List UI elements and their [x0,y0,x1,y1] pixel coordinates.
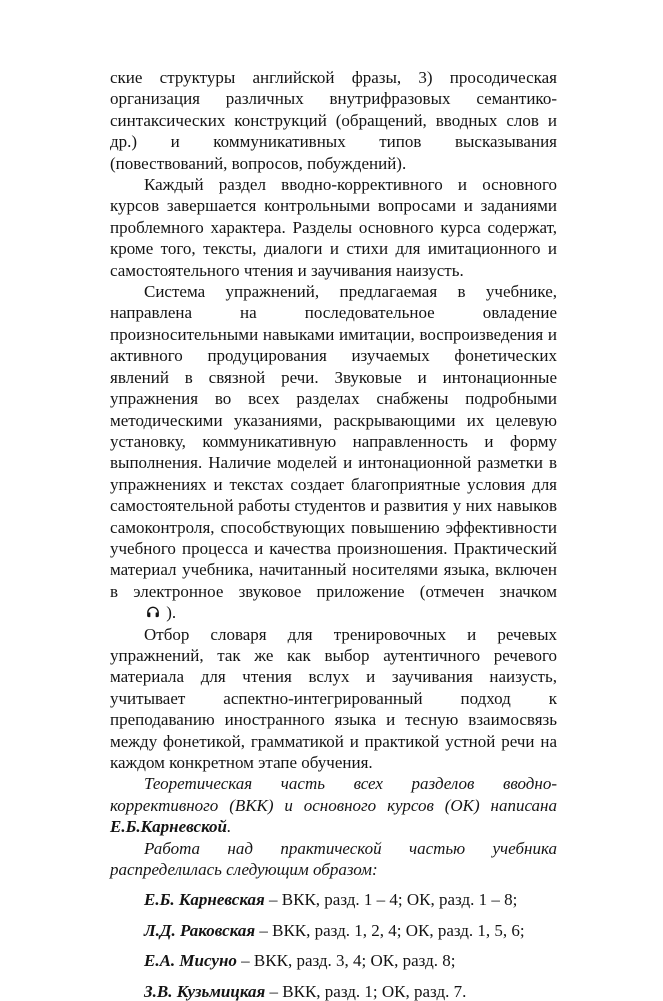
author-line [110,920,557,941]
author-name: З.В. Кузьмицкая [144,981,266,1001]
author-sections: – ВКК, разд. 1, 2, 4; ОК, разд. 1, 5, 6; [255,920,525,940]
theory-note-period: . [227,817,232,837]
author-sections: – ВКК, разд. 1; ОК, разд. 7. [265,981,467,1001]
author-name: Л.Д. Раковская [144,920,256,940]
author-name: Е.А. Мисуно [144,951,237,971]
author-line [110,889,557,910]
author-name-emphasis: Е.Б.Карневской [110,817,227,837]
author-name: Е.Б. Карневская [144,890,265,910]
paragraph-theory-note [110,773,557,837]
paragraph: Каждый раздел вводно-коррективного и основного курсов завершается контрольными вопросами и заданиями проблемного характера. Разделы основного курса содержат, кроме того, тексты, диалоги и стихи для имитационного и самостоятельного чтения и заучивания наизусть. [110,175,557,280]
author-sections: – ВКК, разд. 1 – 4; ОК, разд. 1 – 8; [264,890,518,910]
author-line [110,950,557,971]
author-sections: – ВКК, разд. 3, 4; ОК, разд. 8; [236,951,456,971]
paragraph-text-end: ). [162,603,177,623]
paragraph: Отбор словаря для тренировочных и речевых упражнений, так же как выбор аутентичного речевого материала для чтения вслух и заучивания наизусть, учитывает аспектно-интегрированный подход к преподаванию иностранного языка и тесную взаимосвязь между фонетикой, грамматикой и практикой устной речи на каждом конкретном этапе обучения. [110,624,557,772]
paragraph-work-distribution: Работа над практической частью учебника распределилась следующим образом: [110,838,557,880]
paragraph [110,281,557,624]
author-line [110,981,557,1001]
headphones-icon [110,605,162,620]
paragraph-continuation: ские структуры английской фразы, 3) просодическая организация различных внутрифразовых семантико-синтаксических конструкций (обращений, вводных слов и др.) и коммуникативных типов высказывания (повествований, вопросов, побуждений). [110,68,557,173]
paragraph-text: Система упражнений, предлагаемая в учебнике, направлена на последовательное овладение произносительными навыками имитации, воспроизведения и активного продуцирования изучаемых фонетических явлений в связной речи. Звуковые и интонационные упражнения во всех разделах снабжены подробными методическими указаниями, раскрывающими их целевую установку, коммуникативную направленность и форму выполнения. Наличие моделей и интонационной разметки в упражнениях и текстах создает благоприятные условия для самостоятельной работы студентов и развития у них навыков самоконтроля, способствующих повышению эффективности учебного процесса и качества произношения. Практический материал учебника, начитанный носителями языка, включен в электронное звуковое приложение (отмечен значком [110,282,557,601]
theory-note-text: Теоретическая часть всех разделов вводно-коррективного (ВКК) и основного курсов (ОК) написана [110,774,557,815]
author-list [110,889,557,1001]
